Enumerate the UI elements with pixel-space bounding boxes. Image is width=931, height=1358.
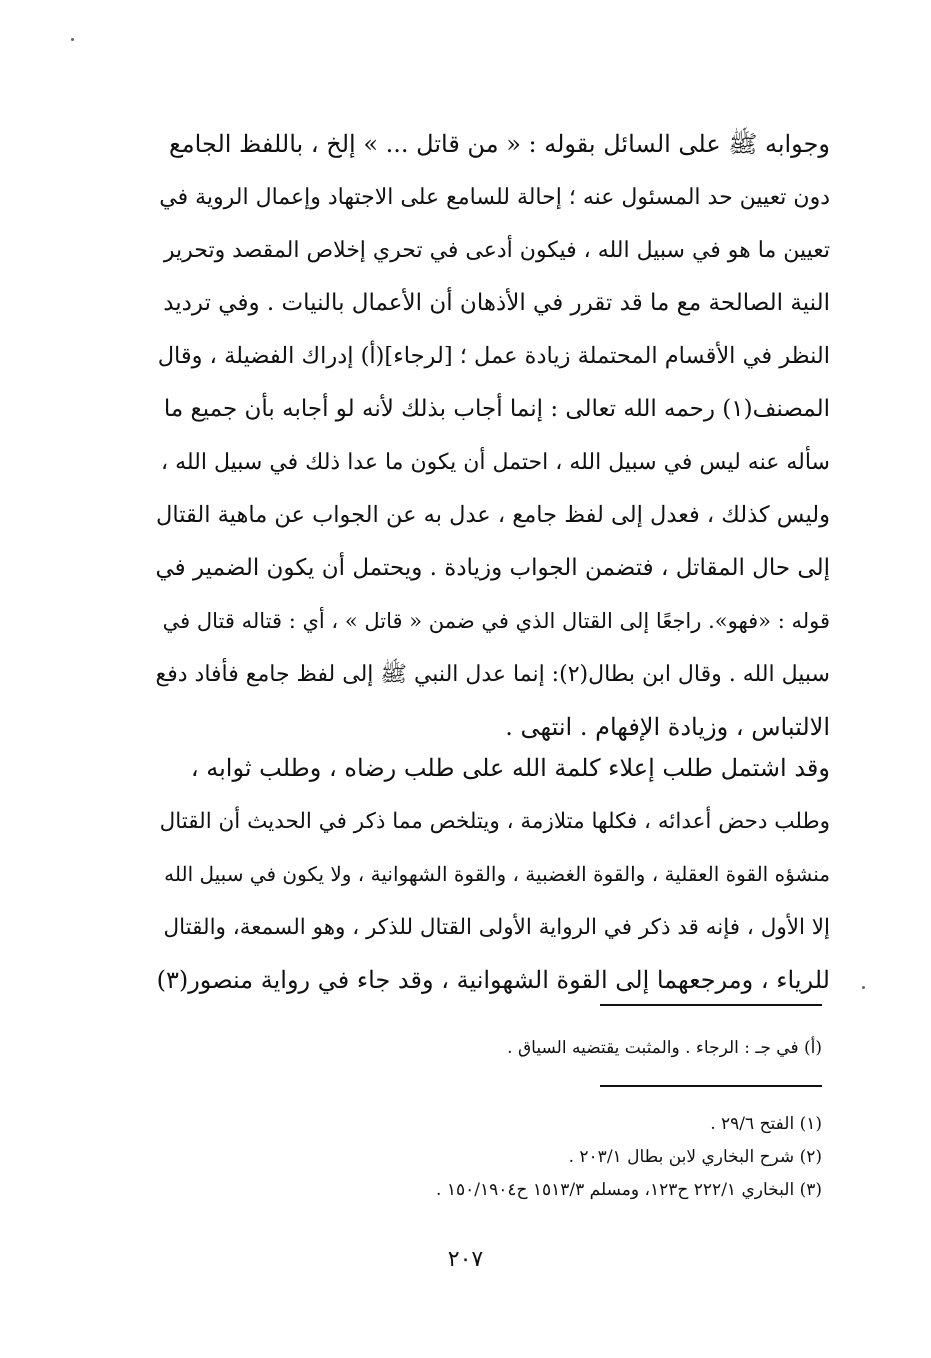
source-footnote: (٣) البخاري ٢٢٢/١ ح١٢٣، ومسلم ١٥١٣/٣ ح١٥٠/١٩٠٤ .: [436, 1180, 822, 1200]
text-line: سأله عنه ليس في سبيل الله ، احتمل أن يكون ما عدا ذلك في سبيل الله ،: [160, 450, 830, 475]
text-line: قوله : «فهو». راجعًا إلى القتال الذي في ضمن « قاتل » ، أي : قتاله قتال في: [162, 609, 830, 633]
editorial-footnotes: [300, 1032, 822, 1065]
editorial-footnote: (أ) في جـ : الرجاء . والمثبت يقتضيه السياق .: [507, 1038, 822, 1058]
text-line: وليس كذلك ، فعدل إلى لفظ جامع ، عدل به عن الجواب عن ماهية القتال: [155, 502, 830, 528]
text-line: منشؤه القوة العقلية ، والقوة الغضبية ، والقوة الشهوانية ، ولا يكون في سبيل الله: [164, 862, 830, 886]
page-number: ٢٠٧: [447, 1247, 484, 1272]
source-footnote: (٢) شرح البخاري لابن بطال ٢٠٣/١ .: [568, 1147, 822, 1167]
text-line: وقد اشتمل طلب إعلاء كلمة الله على طلب رضاه ، وطلب ثوابه ،: [190, 754, 830, 782]
main-paragraph-2: [150, 742, 830, 1007]
text-line: إلا الأول ، فإنه قد ذكر في الرواية الأولى القتال للذكر ، وهو السمعة، والقتال: [163, 915, 830, 940]
scan-speck: [71, 38, 74, 41]
footnote-divider: [600, 1004, 822, 1006]
scan-speck: [862, 986, 865, 989]
text-line: المصنف(١) رحمه الله تعالى : إنما أجاب بذلك لأنه لو أجابه بأن جميع ما: [163, 396, 830, 422]
text-line: وطلب دحض أعدائه ، فكلها متلازمة ، ويتلخص مما ذكر في الحديث أن القتال: [159, 809, 830, 834]
text-line: سبيل الله . وقال ابن بطال(٢): إنما عدل النبي ﷺ إلى لفظ جامع فأفاد دفع: [155, 662, 830, 687]
text-line: للرياء ، ومرجعهما إلى القوة الشهوانية ، وقد جاء في رواية منصور(٣): [156, 966, 830, 994]
source-footnotes: [300, 1108, 822, 1207]
text-line: دون تعيين حد المسئول عنه ؛ إحالة للسامع على الاجتهاد وإعمال الروية في: [159, 185, 830, 210]
main-paragraph-1: [150, 118, 830, 754]
source-footnote: (١) الفتح ٢٩/٦ .: [710, 1114, 822, 1134]
text-line: النية الصالحة مع ما قد تقرر في الأذهان أن الأعمال بالنيات . وفي ترديد: [163, 290, 830, 316]
text-line: وجوابه ﷺ على السائل بقوله : « من قاتل ... » إلخ ، باللفظ الجامع: [169, 130, 830, 158]
text-line: إلى حال المقاتل ، فتضمن الجواب وزيادة . ويحتمل أن يكون الضمير في: [155, 555, 830, 581]
text-line: تعيين ما هو في سبيل الله ، فيكون أدعى في تحري إخلاص المقصد وتحرير: [163, 238, 830, 263]
footnote-divider: [600, 1085, 822, 1087]
text-line: النظر في الأقسام المحتملة زيادة عمل ؛ [لرجاء](أ) إدراك الفضيلة ، وقال: [157, 343, 830, 369]
text-line: الالتباس ، وزيادة الإفهام . انتهى .: [505, 713, 830, 741]
